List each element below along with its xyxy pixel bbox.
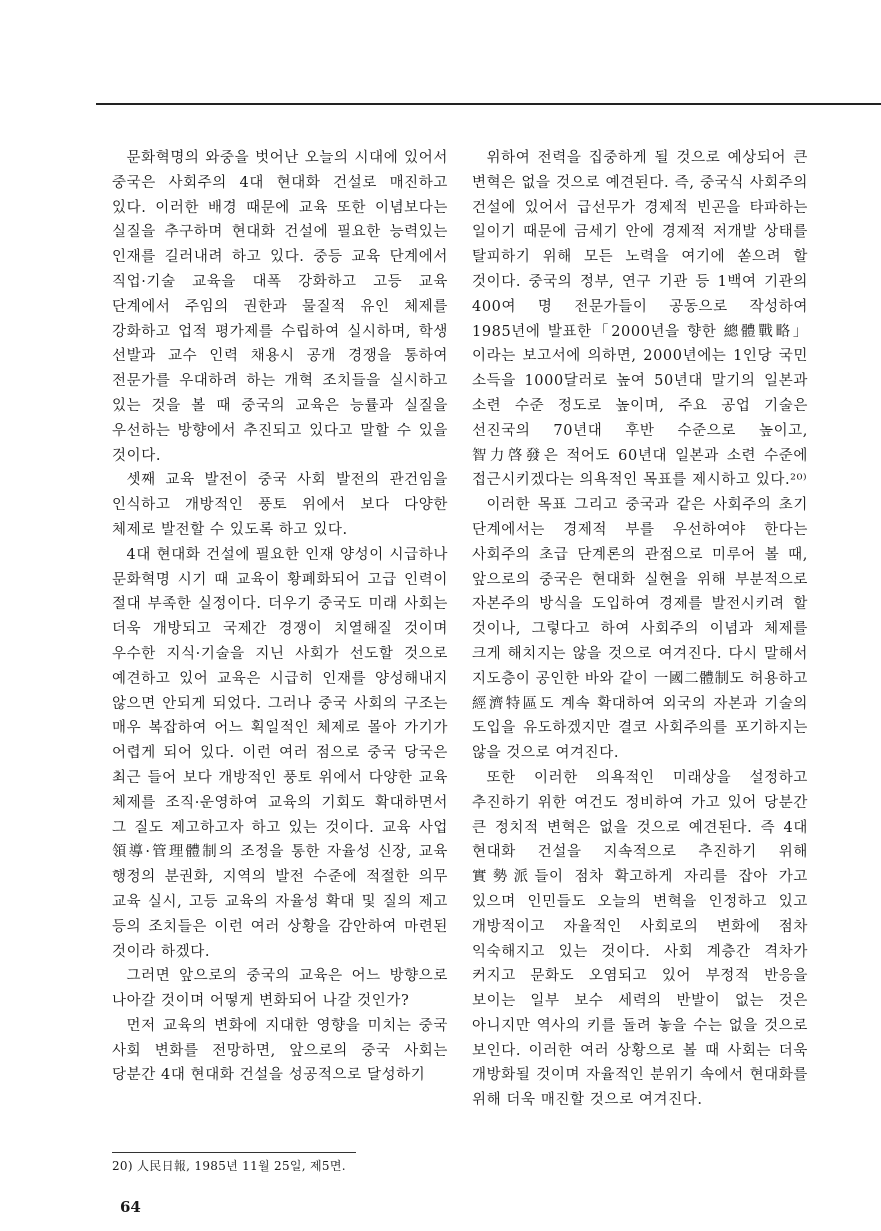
paragraph: 4대 현대화 건설에 필요한 인재 양성이 시급하나 문화혁명 시기 때 교육이 황폐화되어 고급 인력이 절대 부족한 실정이다. 더우기 중국도 미래 사회는 더욱 개방되고 국제간 경쟁이 치열해질 것이며 우수한 지식·기술을 지닌 사회가 선도할 것으로 예견하고 있어 교육은 시급히 인재를 양성해내지 않으면 안되게 되었다. 그러나 중국 사회의 구조는 매우 복잡하여 어느 획일적인 체제로 몰아 가기가 어렵게 되어 있다. 이런 여러 점으로 중국 당국은 최근 들어 보다 개방적인 풍토 위에서 다양한 교육 체제를 조직·운영하여 교육의 기회도 확대하면서 그 질도 제고하고자 하고 있는 것이다. 교육 사업 領導·管理體制의 조정을 통한 자율성 신장, 교육 행정의 분권화, 지역의 발전 수준에 적절한 의무 교육 실시, 고등 교육의 자율성 확대 및 질의 제고 등의 조치들은 이런 여러 상황을 감안하여 마련된 것이라 하겠다.: [112, 546, 448, 960]
footnote-rule: [112, 1152, 356, 1153]
paragraph: 또한 이러한 의욕적인 미래상을 설정하고 추진하기 위한 여건도 정비하여 가고 있어 당분간 큰 정치적 변혁은 없을 것으로 예견된다. 즉 4대 현대화 건설을 지속적으로 추진하기 위해 實勢派들이 점차 확고하게 자리를 잡아 가고 있으며 인민들도 오늘의 변혁을 인정하고 있고 개방적이고 자율적인 사회로의 변화에 점차 익숙해지고 있는 것이다. 사회 계층간 격차가 커지고 문화도 오염되고 있어 부정적 반응을 보이는 일부 보수 세력의 반발이 없는 것은 아니지만 역사의 키를 돌려 놓을 수는 없을 것으로 보인다. 이러한 여러 상황으로 볼 때 사회는 더욱 개방화될 것이며 자율적인 분위기 속에서 현대화를 위해 더욱 매진할 것으로 여겨진다.: [472, 769, 808, 1109]
paragraph: 이러한 목표 그리고 중국과 같은 사회주의 초기 단계에서는 경제적 부를 우선하여야 한다는 사회주의 초급 단계론의 관점으로 미루어 볼 때, 앞으로의 중국은 현대화 실현을 위해 부분적으로 자본주의 방식을 도입하여 경제를 발전시키려 할 것이나, 그렇다고 하여 사회주의 이념과 체제를 크게 해치지는 않을 것으로 여겨진다. 다시 말해서 지도층이 공인한 바와 같이 一國二體制도 허용하고 經濟特區도 계속 확대하여 외국의 자본과 기술의 도입을 유도하겠지만 결코 사회주의를 포기하지는 않을 것으로 여겨진다.: [472, 497, 808, 762]
paragraph: 문화혁명의 와중을 벗어난 오늘의 시대에 있어서 중국은 사회주의 4대 현대화 건설로 매진하고 있다. 이러한 배경 때문에 교육 또한 이념보다는 실질을 추구하며 현대화 건설에 필요한 능력있는 인재를 길러내려 하고 있다. 중등 교육 단계에서 직업·기술 교육을 대폭 강화하고 고등 교육 단계에서 주임의 권한과 물질적 유인 체제를 강화하고 업적 평가제를 수립하여 실시하며, 학생 선발과 교수 인력 채용시 공개 경쟁을 통하여 전문가를 우대하려 하는 개혁 조치들을 실시하고 있는 것을 볼 때 중국의 교육은 능률과 실질을 우선하는 방향에서 추진되고 있다고 말할 수 있을 것이다.: [112, 150, 448, 464]
text-column-right: [472, 146, 808, 1113]
page-number: 64: [120, 1198, 141, 1216]
text-column-left: [112, 146, 448, 1088]
footnote: 20) 人民日報, 1985년 11월 25일, 제5면.: [112, 1159, 346, 1173]
header-rule: [96, 103, 881, 105]
paragraph: 위하여 전력을 집중하게 될 것으로 예상되어 큰 변혁은 없을 것으로 예견된다. 즉, 중국식 사회주의 건설에 있어서 급선무가 경제적 빈곤을 타파하는 일이기 때문에 금세기 안에 경제적 저개발 상태를 탈피하기 위해 모든 노력을 여기에 쏟으려 할 것이다. 중국의 정부, 연구 기관 등 1백여 기관의 400여 명 전문가들이 공동으로 작성하여 1985년에 발표한「2000년을 향한 總體戰略」이라는 보고서에 의하면, 2000년에는 1인당 국민 소득을 1000달러로 높여 50년대 말기의 일본과 소련 수준 정도로 높이며, 주요 공업 기술은 선진국의 70년대 후반 수준으로 높이고, 智力啓發은 적어도 60년대 일본과 소련 수준에 접근시키겠다는 의욕적인 목표를 제시하고 있다.²⁰⁾: [472, 150, 808, 489]
paragraph: 셋째 교육 발전이 중국 사회 발전의 관건임을 인식하고 개방적인 풍토 위에서 보다 다양한 체제로 발전할 수 있도록 하고 있다.: [112, 472, 448, 538]
paragraph: 그러면 앞으로의 중국의 교육은 어느 방향으로 나아갈 것이며 어떻게 변화되어 나갈 것인가?: [112, 968, 448, 1010]
paragraph: 먼저 교육의 변화에 지대한 영향을 미치는 중국 사회 변화를 전망하면, 앞으로의 중국 사회는 당분간 4대 현대화 건설을 성공적으로 달성하기: [112, 1017, 448, 1084]
